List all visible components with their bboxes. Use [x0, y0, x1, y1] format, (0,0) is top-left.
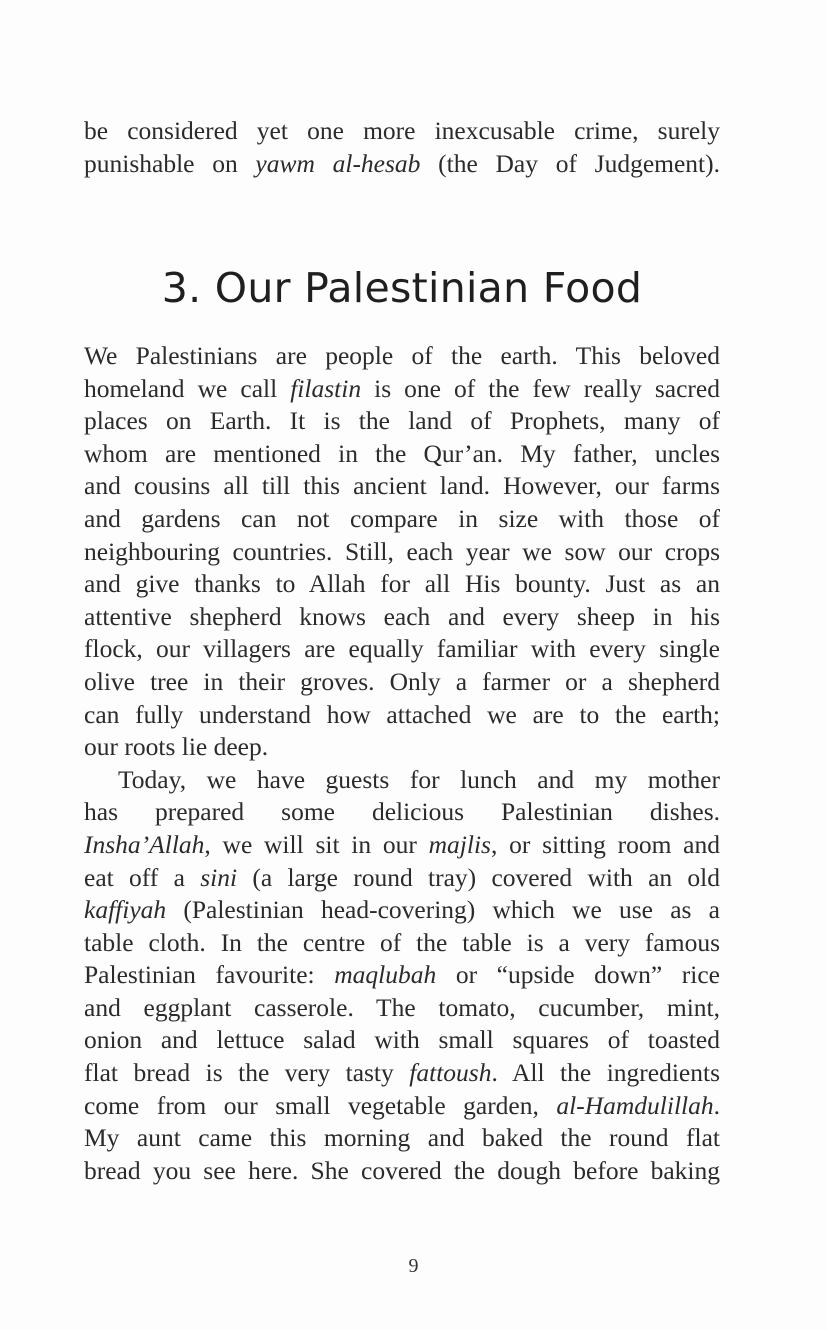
text-line: Insha’Allah, we will sit in our majlis, or sitting room and — [84, 829, 720, 859]
text-line: table cloth. In the centre of the table is a very famous — [84, 927, 720, 957]
italic-term: yawm al-hesab — [255, 148, 421, 178]
chapter-body — [84, 340, 720, 1187]
text-line: bread you see here. She covered the dough before baking — [84, 1155, 720, 1185]
italic-term: kaffiyah — [84, 895, 167, 925]
continued-paragraph — [84, 115, 720, 180]
text-line: Today, we have guests for lunch and my mother — [118, 764, 720, 794]
text-line: whom are mentioned in the Qur’an. My father, uncles — [84, 438, 720, 468]
text-line: can fully understand how attached we are to the earth; — [84, 699, 720, 729]
text-line: kaffiyah (Palestinian head-covering) which we use as a — [84, 895, 720, 925]
text-line: homeland we call filastin is one of the few really sacred — [84, 373, 720, 403]
text-line: We Palestinians are people of the earth. This beloved — [84, 341, 720, 370]
italic-term: Insha’Allah — [84, 829, 205, 859]
text-line: flock, our villagers are equally familiar with every single — [84, 634, 720, 664]
text-line: eat off a sini (a large round tray) covered with an old — [84, 862, 721, 892]
text-line: attentive shepherd knows each and every sheep in his — [84, 601, 720, 631]
text-line: be considered yet one more inexcusable crime, surely — [84, 116, 720, 145]
text-line: come from our small vegetable garden, al-Hamdulillah. — [84, 1090, 720, 1120]
text-line: My aunt came this morning and baked the round flat — [84, 1123, 720, 1153]
italic-term: al-Hamdulillah — [556, 1090, 714, 1120]
text-line: punishable on yawm al-hesab (the Day of Judgement). — [84, 148, 721, 178]
text-line: flat bread is the very tasty fattoush. All the ingredients — [84, 1058, 720, 1088]
text-line: and eggplant casserole. The tomato, cucumber, mint, — [84, 992, 720, 1022]
chapter-title: 3. Our Palestinian Food — [161, 264, 643, 312]
italic-term: fattoush — [409, 1058, 492, 1088]
text-line: onion and lettuce salad with small squares of toasted — [84, 1025, 720, 1055]
italic-term: majlis — [428, 829, 491, 859]
text-line: Palestinian favourite: maqlubah or “upside down” rice — [84, 960, 720, 990]
text-line: olive tree in their groves. Only a farmer or a shepherd — [84, 666, 720, 696]
text-line: has prepared some delicious Palestinian dishes. — [84, 797, 720, 827]
italic-term: sini — [200, 862, 238, 892]
text-line: our roots lie deep. — [84, 732, 269, 762]
text-line: neighbouring countries. Still, each year we sow our crops — [84, 536, 720, 566]
page-number: 9 — [408, 1255, 419, 1277]
text-line: and give thanks to Allah for all His bounty. Just as an — [84, 569, 720, 599]
italic-term: filastin — [290, 373, 362, 403]
text-line: places on Earth. It is the land of Prophets, many of — [84, 406, 720, 436]
text-line: and cousins all till this ancient land. However, our farms — [84, 471, 720, 501]
text-line: and gardens can not compare in size with those of — [84, 503, 720, 533]
italic-term: maqlubah — [334, 960, 437, 990]
